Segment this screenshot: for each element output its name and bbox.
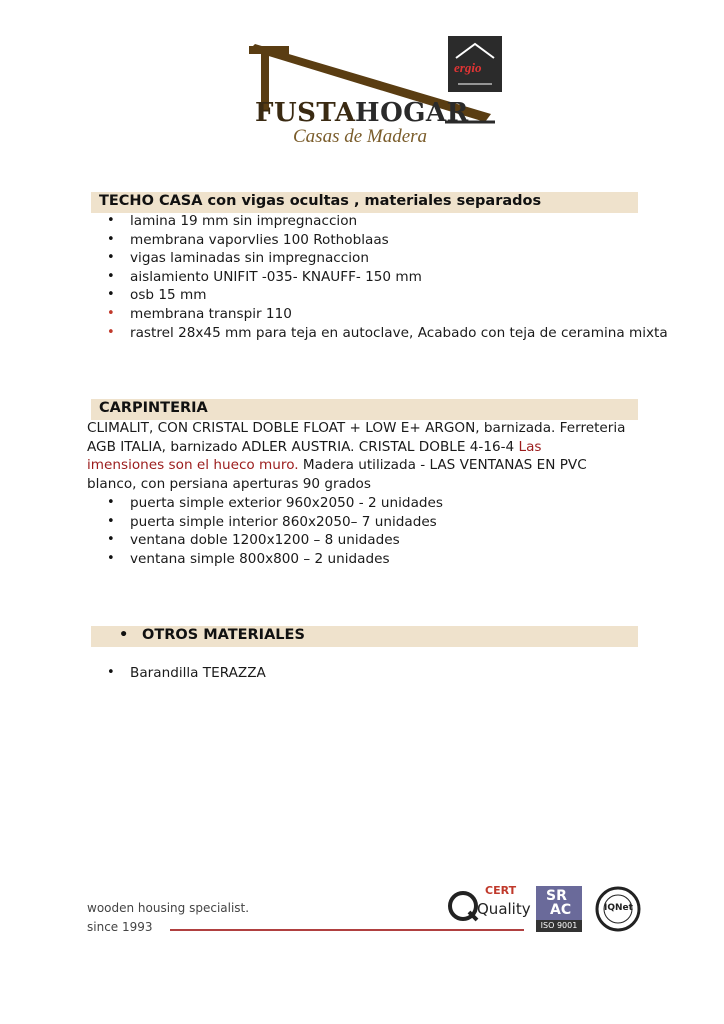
bullet-icon: • bbox=[107, 231, 115, 247]
section-bullet-otros: • bbox=[119, 627, 129, 643]
srac-iso: ISO 9001 bbox=[536, 920, 582, 932]
bullet-icon: • bbox=[107, 665, 115, 680]
bullet-icon: • bbox=[107, 550, 115, 566]
list-item bbox=[107, 268, 668, 287]
list-item bbox=[107, 494, 443, 513]
company-logo bbox=[245, 36, 507, 148]
section-title-carpinteria: CARPINTERIA bbox=[99, 400, 208, 416]
list-item bbox=[107, 249, 668, 268]
list-item bbox=[107, 212, 668, 231]
bullet-icon: • bbox=[107, 513, 115, 529]
bullet-icon: • bbox=[107, 250, 115, 266]
bullet-icon: • bbox=[107, 495, 115, 510]
logo-tagline: Casas de Madera bbox=[293, 126, 428, 147]
section-title-techo: TECHO CASA con vigas ocultas , materiales separados bbox=[99, 193, 542, 209]
ergio-text: ergio bbox=[454, 60, 482, 75]
footer-tagline bbox=[87, 899, 249, 937]
carpinteria-line-3-red: imensiones son el hueco muro. bbox=[87, 457, 299, 474]
list-item-text: Barandilla TERAZZA bbox=[130, 665, 266, 681]
bullet-icon: • bbox=[107, 324, 115, 340]
list-item bbox=[107, 531, 443, 550]
list-item bbox=[107, 286, 668, 305]
carpinteria-list bbox=[107, 494, 443, 568]
logo-hogar-text: HOGAR bbox=[355, 98, 469, 128]
bullet-icon: • bbox=[107, 268, 115, 284]
srac-iso-logo bbox=[536, 886, 582, 932]
carpinteria-line-2-red: Las bbox=[518, 438, 542, 455]
ergio-logo bbox=[448, 36, 502, 92]
list-item-text: osb 15 mm bbox=[130, 287, 207, 304]
list-item-text: puerta simple interior 860x2050– 7 unidades bbox=[130, 513, 437, 530]
cert-label: CERT bbox=[485, 884, 517, 897]
section-header-otros bbox=[91, 626, 638, 647]
logo-fusta-text: FUSTA bbox=[255, 98, 356, 128]
techo-list bbox=[107, 212, 668, 342]
section-title-otros: OTROS MATERIALES bbox=[142, 627, 305, 643]
list-item-text: puerta simple exterior 960x2050 - 2 unidades bbox=[130, 495, 443, 511]
list-item bbox=[107, 305, 668, 324]
list-item-text: rastrel 28x45 mm para teja en autoclave, Acabado con teja de ceramina mixta bbox=[130, 324, 668, 341]
list-item-text: aislamiento UNIFIT -035- KNAUFF- 150 mm bbox=[130, 268, 422, 285]
bullet-icon: • bbox=[107, 532, 115, 548]
list-item bbox=[107, 664, 266, 683]
srac-mid: AC bbox=[550, 902, 572, 918]
bullet-icon: • bbox=[107, 213, 115, 228]
section-header-carpinteria bbox=[91, 399, 638, 420]
carpinteria-line-2 bbox=[87, 438, 647, 457]
list-item-text: lamina 19 mm sin impregnaccion bbox=[130, 213, 358, 229]
iqnet-label: IQNet bbox=[604, 903, 633, 913]
carpinteria-line-1: CLIMALIT, CON CRISTAL DOBLE FLOAT + LOW E+ ARGON, barnizada. Ferreteria bbox=[87, 420, 626, 436]
footer-tagline-2: since 1993 bbox=[87, 920, 153, 934]
section-header-techo bbox=[91, 192, 638, 213]
list-item-text: membrana transpir 110 bbox=[130, 305, 292, 322]
bullet-icon: • bbox=[107, 305, 115, 321]
carpinteria-line-3 bbox=[87, 456, 647, 475]
bullet-icon: • bbox=[107, 287, 115, 303]
carpinteria-line-4: blanco, con persiana aperturas 90 grados bbox=[87, 475, 371, 492]
iqnet-logo bbox=[595, 886, 641, 932]
list-item bbox=[107, 550, 443, 569]
footer-divider bbox=[170, 929, 524, 931]
list-item bbox=[107, 324, 668, 343]
carpinteria-line-3-text: Madera utilizada - LAS VENTANAS EN PVC bbox=[298, 457, 587, 474]
list-item bbox=[107, 513, 443, 532]
list-item-text: vigas laminadas sin impregnaccion bbox=[130, 250, 369, 267]
list-item-text: ventana simple 800x800 – 2 unidades bbox=[130, 550, 390, 567]
cert-quality-logo bbox=[447, 884, 531, 924]
footer-tagline-1: wooden housing specialist. bbox=[87, 901, 250, 915]
carpinteria-description bbox=[87, 419, 647, 493]
list-item bbox=[107, 231, 668, 250]
carpinteria-line-2-text: AGB ITALIA, barnizado ADLER AUSTRIA. CRISTAL DOBLE 4-16-4 bbox=[87, 438, 519, 455]
quality-label: Quality bbox=[477, 900, 531, 918]
srac-top: SR bbox=[546, 888, 567, 904]
list-item-text: membrana vaporvlies 100 Rothoblaas bbox=[130, 231, 389, 248]
otros-list bbox=[107, 664, 266, 683]
list-item-text: ventana doble 1200x1200 – 8 unidades bbox=[130, 532, 400, 549]
